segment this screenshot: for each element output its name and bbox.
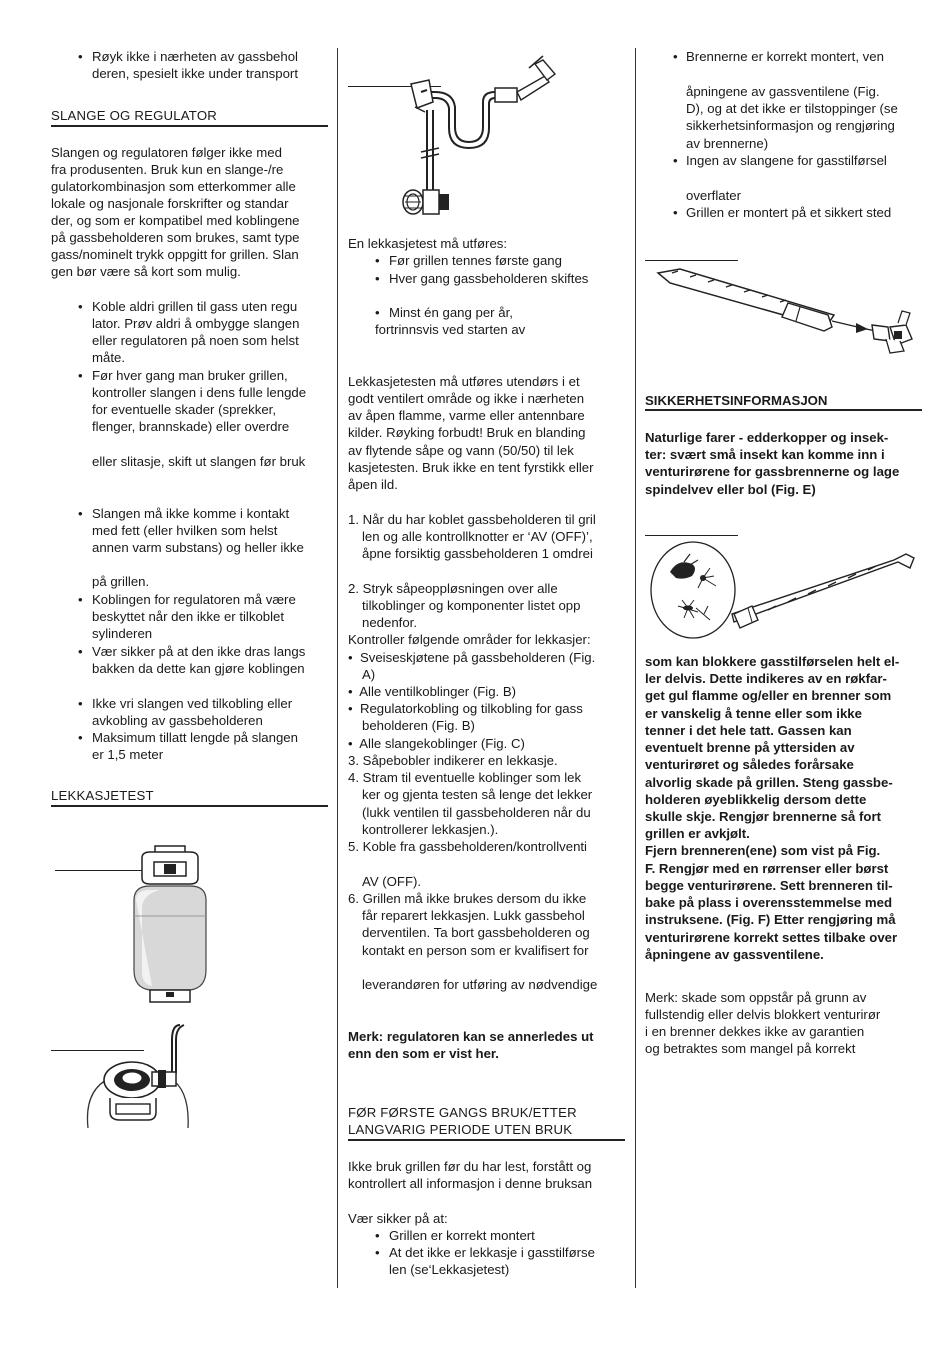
figure-label-rule bbox=[645, 260, 738, 261]
text-line: • Alle slangekoblinger (Fig. C) bbox=[348, 736, 525, 751]
text-line: derventilen. Ta bort gassbeholderen og bbox=[362, 925, 590, 940]
text-line: 3. Såpebobler indikerer en lekkasje. bbox=[348, 753, 558, 768]
text-line: bakken da dette kan gjøre koblingen bbox=[92, 661, 305, 676]
text-line: av brennerne) bbox=[686, 136, 769, 151]
text-line: eller slitasje, skift ut slangen før bruk bbox=[92, 454, 306, 469]
text-line: venturirørene korrekt settes tilbake over bbox=[645, 930, 898, 945]
heading-rule bbox=[51, 125, 328, 127]
text-line: ker og gjenta testen så lenge det lekker bbox=[362, 787, 593, 802]
text-line: med fett (eller hvilken som helst bbox=[92, 523, 278, 538]
figure-label-rule bbox=[645, 535, 738, 536]
text-line: 2. Stryk såpeoppløsningen over alle bbox=[348, 581, 558, 596]
bullet-marker: • bbox=[375, 1245, 380, 1260]
text-line: på gassbeholderen som brukes, samt type bbox=[51, 230, 300, 245]
text-line: Slangen og regulatoren følger ikke med bbox=[51, 145, 282, 160]
text-line: gass/nominelt trykk oppgitt for grillen. Slan bbox=[51, 247, 299, 262]
text-line: kontroller slangen i dens fulle lengde bbox=[92, 385, 307, 400]
section-heading-first-use: LANGVARIG PERIODE UTEN BRUK bbox=[348, 1122, 573, 1137]
text-line: beholderen (Fig. B) bbox=[362, 718, 475, 733]
text-line: len og alle kontrollknotter er ‘AV (OFF)’, bbox=[362, 529, 593, 544]
smoke-warning-line: Røyk ikke i nærheten av gassbehol bbox=[92, 49, 298, 64]
text-line: At det ikke er lekkasje i gasstilførse bbox=[389, 1245, 595, 1260]
section-heading-first-use: FØR FØRSTE GANGS BRUK/ETTER bbox=[348, 1105, 577, 1120]
heading-rule bbox=[348, 1139, 625, 1141]
text-line: Kontroller følgende områder for lekkasjer: bbox=[348, 632, 591, 647]
text-line: holderen øyeblikkelig dersom dette bbox=[645, 792, 867, 807]
text-line: Grillen er korrekt montert bbox=[389, 1228, 535, 1243]
bullet-marker: • bbox=[673, 153, 678, 168]
text-line: får reparert lekkasjen. Lukk gassbehol bbox=[362, 908, 585, 923]
text-line: Før hver gang man bruker grillen, bbox=[92, 368, 288, 383]
bullet-marker: • bbox=[375, 1228, 380, 1243]
text-line: Koblingen for regulatoren må være bbox=[92, 592, 296, 607]
regulator-note-line: enn den som er vist her. bbox=[348, 1046, 499, 1061]
section-heading-hose: SLANGE OG REGULATOR bbox=[51, 108, 217, 123]
text-line: len (se‘Lekkasjetest) bbox=[389, 1262, 510, 1277]
bullet-marker: • bbox=[78, 696, 83, 711]
text-line: (lukk ventilen til gassbeholderen når du bbox=[362, 805, 591, 820]
text-line: alvorlig skade på grillen. Steng gassbe- bbox=[645, 775, 893, 790]
text-line: kasjetesten. Bruk ikke en tent fyrstikk eller bbox=[348, 460, 594, 475]
text-line: • Sveiseskjøtene på gassbeholderen (Fig. bbox=[348, 650, 596, 665]
insects-burner-figure bbox=[648, 540, 923, 640]
hose-regulator-figure bbox=[395, 52, 565, 227]
text-line: Hver gang gassbeholderen skiftes bbox=[389, 271, 589, 286]
text-line: åpningene av gassventilene (Fig. bbox=[686, 84, 880, 99]
column-divider-2 bbox=[635, 48, 636, 1288]
text-line: 6. Grillen må ikke brukes dersom du ikke bbox=[348, 891, 587, 906]
bullet-marker: • bbox=[78, 592, 83, 607]
text-line: Slangen må ikke komme i kontakt bbox=[92, 506, 290, 521]
bullet-marker: • bbox=[78, 644, 83, 659]
text-line: eventuelt brenne på yttersiden av bbox=[645, 740, 855, 755]
text-line: Koble aldri grillen til gass uten regu bbox=[92, 299, 298, 314]
text-line: kontrollerer lekkasjen.). bbox=[362, 822, 499, 837]
bullet-marker: • bbox=[78, 49, 83, 64]
text-line: • Regulatorkobling og tilkobling for gass bbox=[348, 701, 583, 716]
text-line: kilder. Røyking forbudt! Bruk en blanding bbox=[348, 425, 586, 440]
text-line: grillen er avkjølt. bbox=[645, 826, 750, 841]
text-line: Grillen er montert på et sikkert sted bbox=[686, 205, 892, 220]
text-line: skulle skje. Rengjør brennerne så fort bbox=[645, 809, 881, 824]
text-line: Vær sikker på at den ikke dras langs bbox=[92, 644, 306, 659]
text-line: leverandøren for utføring av nødvendige bbox=[362, 977, 598, 992]
bullet-marker: • bbox=[375, 271, 380, 286]
text-line: venturirøret og således forårsake bbox=[645, 757, 854, 772]
text-line: Fjern brenneren(ene) som vist på Fig. bbox=[645, 843, 881, 858]
bullet-marker: • bbox=[78, 368, 83, 383]
text-line: F. Rengjør med en rørrenser eller børst bbox=[645, 861, 889, 876]
text-line: bake på plass i overensstemmelse med bbox=[645, 895, 893, 910]
regulator-note-line: Merk: regulatoren kan se annerledes ut bbox=[348, 1029, 594, 1044]
text-line: på grillen. bbox=[92, 574, 150, 589]
text-line: Maksimum tillatt lengde på slangen bbox=[92, 730, 298, 745]
text-line: sylinderen bbox=[92, 626, 153, 641]
text-line: overflater bbox=[686, 188, 741, 203]
text-line: i en brenner dekkes ikke av garantien bbox=[645, 1024, 865, 1039]
text-line: tilkoblinger og komponenter listet opp bbox=[362, 598, 581, 613]
heading-rule bbox=[645, 409, 922, 411]
text-line: av åpen flamme, varme eller antennbare bbox=[348, 408, 585, 423]
text-line: fortrinnsvis ved starten av bbox=[375, 322, 526, 337]
text-line: fra produsenten. Bruk kun en slange-/re bbox=[51, 162, 284, 177]
text-line: som kan blokkere gasstilførselen helt el- bbox=[645, 654, 900, 669]
heading-rule bbox=[51, 805, 328, 807]
bullet-marker: • bbox=[78, 506, 83, 521]
text-line: Lekkasjetesten må utføres utendørs i et bbox=[348, 374, 580, 389]
text-line: måte. bbox=[92, 350, 125, 365]
text-line: Brennerne er korrekt montert, ven bbox=[686, 49, 884, 64]
bullet-marker: • bbox=[673, 205, 678, 220]
text-line: nedenfor. bbox=[362, 615, 417, 630]
text-line: 5. Koble fra gassbeholderen/kontrollventi bbox=[348, 839, 587, 854]
bullet-marker: • bbox=[375, 305, 380, 320]
text-line: 4. Stram til eventuelle koblinger som lek bbox=[348, 770, 582, 785]
text-line: Vær sikker på at: bbox=[348, 1211, 448, 1226]
text-line: eller regulatoren på noen som helst bbox=[92, 333, 299, 348]
text-line: Merk: skade som oppstår på grunn av bbox=[645, 990, 867, 1005]
text-line: Naturlige farer - edderkopper og insek- bbox=[645, 430, 889, 445]
text-line: instruksene. (Fig. F) Etter rengjøring må bbox=[645, 912, 896, 927]
gas-cylinder-figure bbox=[120, 840, 220, 1010]
text-line: • Alle ventilkoblinger (Fig. B) bbox=[348, 684, 517, 699]
smoke-warning-line: deren, spesielt ikke under transport bbox=[92, 66, 298, 81]
text-line: spindelvev eller bol (Fig. E) bbox=[645, 482, 816, 497]
text-line: annen varm substans) og heller ikke bbox=[92, 540, 304, 555]
text-line: godt ventilert område og ikke i nærheten bbox=[348, 391, 585, 406]
cylinder-valve-figure bbox=[80, 1020, 200, 1135]
text-line: get gul flamme og/eller en brenner som bbox=[645, 688, 892, 703]
text-line: åpne forsiktig gassbeholderen 1 omdrei bbox=[362, 546, 593, 561]
text-line: for eventuelle skader (sprekker, bbox=[92, 402, 276, 417]
text-line: flenger, brannskade) eller overdre bbox=[92, 419, 290, 434]
text-line: lokale og nasjonale forskrifter og standar bbox=[51, 196, 289, 211]
text-line: 1. Når du har koblet gassbeholderen til gril bbox=[348, 512, 596, 527]
text-line: lator. Prøv aldri å ombygge slangen bbox=[92, 316, 300, 331]
text-line: beskyttet når den ikke er tilkoblet bbox=[92, 609, 285, 624]
text-line: Minst én gang per år, bbox=[389, 305, 513, 320]
text-line: A) bbox=[362, 667, 376, 682]
text-line: begge venturirørene. Sett brenneren til- bbox=[645, 878, 893, 893]
text-line: ter: svært små insekt kan komme inn i bbox=[645, 447, 885, 462]
text-line: fullstendig eller delvis blokkert venturirør bbox=[645, 1007, 881, 1022]
text-line: kontrollert all informasjon i denne bruksan bbox=[348, 1176, 593, 1191]
leak-test-intro: En lekkasjetest må utføres: bbox=[348, 236, 508, 251]
text-line: AV (OFF). bbox=[362, 874, 422, 889]
text-line: er 1,5 meter bbox=[92, 747, 164, 762]
text-line: Ingen av slangene for gasstilførsel bbox=[686, 153, 887, 168]
text-line: Ikke bruk grillen før du har lest, forstått og bbox=[348, 1159, 592, 1174]
bullet-marker: • bbox=[78, 730, 83, 745]
text-line: åpningene av gassventilene. bbox=[645, 947, 824, 962]
section-heading-safety: SIKKERHETSINFORMASJON bbox=[645, 393, 828, 408]
text-line: Før grillen tennes første gang bbox=[389, 253, 562, 268]
burner-valve-figure bbox=[650, 265, 920, 360]
text-line: og betraktes som mangel på korrekt bbox=[645, 1041, 856, 1056]
section-heading-leak-test: LEKKASJETEST bbox=[51, 788, 154, 803]
bullet-marker: • bbox=[375, 253, 380, 268]
text-line: der, og som er kompatibel med koblingene bbox=[51, 213, 300, 228]
bullet-marker: • bbox=[78, 299, 83, 314]
text-line: gulatorkombinasjon som etterkommer alle bbox=[51, 179, 296, 194]
column-divider-1 bbox=[337, 48, 338, 1288]
text-line: tenner i det hele tatt. Gassen kan bbox=[645, 723, 852, 738]
text-line: er vanskelig å tenne eller som ikke bbox=[645, 706, 862, 721]
text-line: kontakt en person som er kvalifisert for bbox=[362, 943, 589, 958]
text-line: avkobling av gassbeholderen bbox=[92, 713, 263, 728]
text-line: ler delvis. Dette indikeres av en røkfar- bbox=[645, 671, 887, 686]
text-line: sikkerhetsinformasjon og rengjøring bbox=[686, 118, 895, 133]
text-line: gen bør være så kort som mulig. bbox=[51, 264, 241, 279]
text-line: åpen ild. bbox=[348, 477, 398, 492]
text-line: Ikke vri slangen ved tilkobling eller bbox=[92, 696, 293, 711]
text-line: av flytende såpe og vann (50/50) til lek bbox=[348, 443, 574, 458]
text-line: D), og at det ikke er tilstoppinger (se bbox=[686, 101, 898, 116]
text-line: venturirørene for gassbrennerne og lage bbox=[645, 464, 900, 479]
bullet-marker: • bbox=[673, 49, 678, 64]
